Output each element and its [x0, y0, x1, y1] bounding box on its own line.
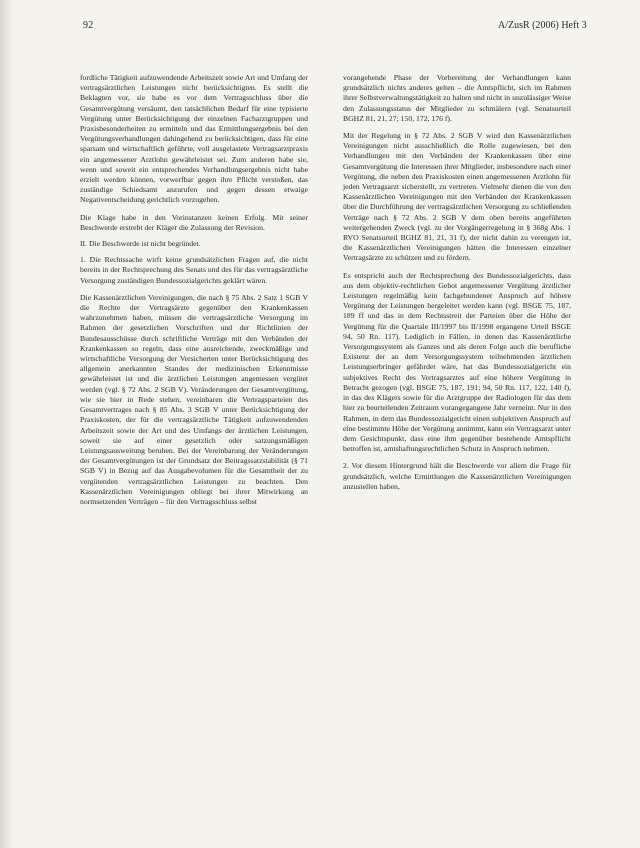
journal-reference: A/ZusR (2006) Heft 3 — [498, 20, 587, 31]
paragraph: Es entspricht auch der Rechtsprechung des Bundessozialgerichts, dass aus dem objektiv-rechtlichen Gebot angemessener Vergütung ärztlicher Leistungen regelmäßig kein fachgebundener Anspruch auf höhere Vergütung der Leistungen hergeleitet werden kann (vgl. BSGE 75, 187, 189 ff und das in dem Rechtsstreit der Parteien über die Höhe der Vergütung für die Quartale III/1997 bis II/1998 ergangene Urteil BSGE 94, 50 Rn. 117). Lediglich in Fällen, in denen das Kassenärztliche Versorgungssystem als Ganzes und als deren Folge auch die berufliche Existenz der an dem Versorgungssystem teilnehmenden ärztlichen Leistungserbringer gefährdet wäre, hat das Bundessozialgericht ein subjektives Recht des Vertragsarztes auf eine höhere Vergütung in Betracht gezogen (vgl. BSGE 75, 187, 191; 94, 50 Rn. 117, 122, 140 f), in das des Klägers sowie für die Arztgruppe der Radiologen für das dem hier zu beurteilenden Zeitraum vorangegangene Jahr verneint. Nur in den Rahmen, in dem das Bundessozialgericht einen subjektiven Anspruch auf eine bestimmte Höhe der Vergütung annimmt, kann ein Vertragsarzt unter dem Gesichtspunkt, dass eine ihm gegenüber bestehende Amtspflicht betroffen ist, amtshaftungsrechtlichen Schutz in Anspruch nehmen. — [343, 270, 571, 454]
paragraph: fordliche Tätigkeit aufzuwendende Arbeitszeit sowie Art und Umfang der vertragsärztlichen Leistungen nicht berücksichtigten. Es stellt die Beklagten vor, sie habe es vor dem Vertragsschluss über die Gesamtvergütung versäumt, den tatsächlichen Bedarf für eine typisierte Vergütung unter Berücksichtigung der einzelnen Facharztgruppen und Praxisbesonderheiten zu ermitteln und das Ermittlungsergebnis bei den Vergütungsverhandlungen dahingehend zu berücksichtigen, dass für eine sparsam und wirtschaftlich geführte, voll ausgelastete Vertragsarztpraxis ein angemessener Arztlohn gewährleistet sei. Zum anderen habe sie, wenn und soweit ein entsprechendes Verhandlungsergebnis nicht habe erzielt werden können, vorwerfbar gegen ihre Pflicht verstoßen, das zuständige Schiedsamt anzurufen und gegen dessen etwaige Negativentscheidung gerichtlich vorzugehen. — [80, 73, 308, 205]
page-number: 92 — [83, 20, 94, 31]
left-column — [80, 73, 308, 514]
paragraph: Mit der Regelung in § 72 Abs. 2 SGB V wird den Kassenärztlichen Vereinigungen nicht ausschließlich die Rolle zugewiesen, bei den Verhandlungen mit den Verbänden der Krankenkassen über eine Gesamtvergütung die Interessen ihrer Mitglieder, insbesondere nach einer Vergütung, die neben den Praxiskosten einen angemessenen Arztlohn für jeden Vertragsarzt sicherstellt, zu vertreten. Vielmehr dienen die von den Kassenärztlichen Vereinigungen mit den Verbänden der Krankenkassen über die Durchführung der vertragsärztlichen Versorgung zu schließenden Verträge nach § 72 Abs. 2 SGB V dem oben bereits angeführten weitergehenden Zweck (vgl. zu der Vorgängerregelung in § 368g Abs. 1 RVO Senatsurteil BGHZ 81, 21, 31 f), der nicht dahin zu verengen ist, die Kassenärztlichen Vereinigungen hätten die Interessen einzelner Vertragsärzte zu schützen und zu fördern. — [343, 131, 571, 263]
paragraph: vorangehende Phase der Vorbereitung der Verhandlungen kann grundsätzlich nichts anderes gelten – die Amtspflicht, sich im Rahmen ihrer Selbstverwaltungstätigkeit zu halten und nicht in unzulässiger Weise den Zulassungsstatus der Mitglieder zu schmälern (vgl. Senatsurteil BGHZ 81, 21, 27; 150, 172, 176 f). — [343, 73, 571, 123]
right-column — [343, 73, 571, 499]
paragraph: Die Klage habe in den Vorinstanzen keinen Erfolg. Mit seiner Beschwerde erstrebt der Kläger die Zulassung der Revision. — [80, 212, 308, 232]
paragraph: Die Kassenärztlichen Vereinigungen, die nach § 75 Abs. 2 Satz 1 SGB V die Rechte der Vertragsärzte gegenüber den Krankenkassen wahrzunehmen haben, müssen die vertragsärztliche Versorgung im Rahmen der gesetzlichen Vorschriften und der Richtlinien der Bundesausschüsse durch schriftliche Verträge mit den Verbänden der Krankenkassen so regeln, dass eine ausreichende, zweckmäßige und wirtschaftliche Versorgung der Versicherten unter Berücksichtigung des allgemein anerkannten Standes der medizinischen Erkenntnisse gewährleistet ist und die ärztlichen Leistungen angemessen vergütet werden (vgl. § 72 Abs. 2 SGB V). Veränderungen der Gesamtvergütung, wie sie hier in Rede stehen, vereinbaren die Vertragsparteien des Gesamtvertrages nach § 85 Abs. 3 SGB V unter Berücksichtigung der Praxiskosten, der für die vertragsärztliche Tätigkeit aufzuwendenden Arbeitszeit sowie der Art und des Umfangs der ärztlichen Leistungen, soweit sie auf einer gesetzlich oder satzungsmäßigen Leistungsausweitung beruhen. Bei der Vereinbarung der Veränderungen der Gesamtvergütungen ist der Grundsatz der Beitragssatzstabilität (§ 71 SGB V) in Bezug auf das Ausgabevolumen für die Gesamtheit der zu vergütenden vertragsärztlichen Leistungen zu beachten. Den Kassenärztlichen Vereinigungen obliegt bei ihrer Mitwirkung an normsetzenden Verträgen – für den Vertragsschluss selbst — [80, 292, 308, 506]
paragraph: 1. Die Rechtssache wirft keine grundsätzlichen Fragen auf, die nicht bereits in der Rechtsprechung des Senats und des für das vertragsärztliche Versorgung zuständigen Bundessozialgerichts geklärt wären. — [80, 255, 308, 285]
scan-edge-shadow — [0, 0, 14, 848]
paragraph: 2. Vor diesem Hintergrund hält die Beschwerde vor allem die Frage für grundsätzlich, welche Ermittlungen die Kassenärztlichen Vereinigungen anzustellen haben, — [343, 461, 571, 491]
section-heading: II. Die Beschwerde ist nicht begründet. — [80, 239, 201, 249]
